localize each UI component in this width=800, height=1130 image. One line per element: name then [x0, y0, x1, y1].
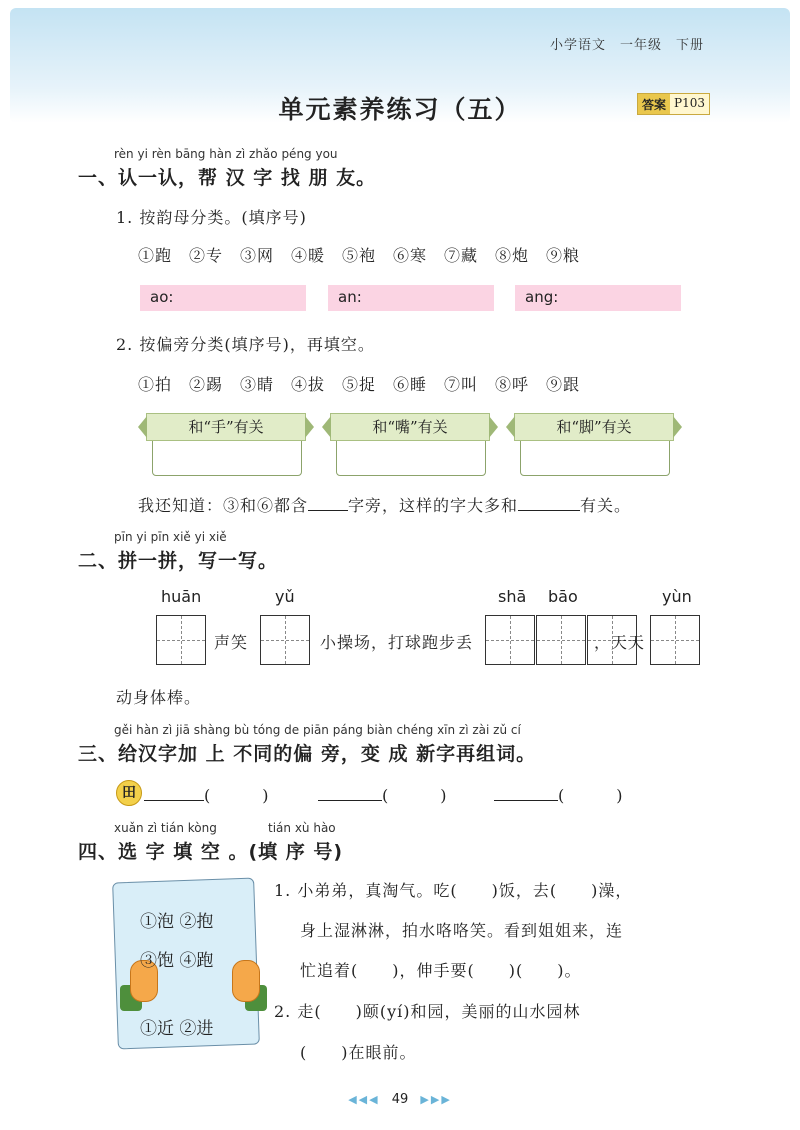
s4-pinyin-1: xuǎn zì tián kòng — [114, 821, 217, 835]
s4-q1-line-b: 身上湿淋淋，拍水咯咯笑。看到姐姐来，连 — [300, 921, 624, 940]
option-row-1: ①泡 ②抱 — [140, 912, 214, 932]
book-label: 小学语文 一年级 下册 — [549, 38, 704, 53]
s2-text-2: 小操场，打球跑步丢 — [320, 633, 474, 652]
s1-q1: 1. 按韵母分类。(填序号) — [116, 208, 307, 227]
writing-grid-yu[interactable] — [260, 615, 310, 665]
know-text-b: 字旁，这样的字大多和 — [348, 496, 519, 515]
rime-an-label: an: — [338, 288, 362, 306]
right-hand-icon — [232, 960, 260, 1002]
s3-paren-1[interactable]: ( ) — [204, 786, 270, 805]
s3-blank-2[interactable] — [318, 784, 382, 801]
s1-q2-chars: ①拍 ②踢 ③睛 ④拔 ⑤捉 ⑥睡 ⑦叫 ⑧呼 ⑨跟 — [138, 375, 581, 394]
s3-blank-group-2 — [318, 783, 448, 806]
s2-text-4: 动身体棒。 — [116, 688, 202, 707]
option-row-2: ③饱 ④跑 — [140, 951, 214, 971]
rime-ang-box[interactable] — [515, 285, 681, 311]
s4-q2-line-b: ( )在眼前。 — [300, 1043, 417, 1062]
know-blank-2[interactable] — [518, 494, 580, 511]
left-arrows-icon: ◀◀◀ — [348, 1093, 380, 1106]
s4-pinyin-2: tián xù hào — [268, 821, 336, 835]
category-foot-label: 和“脚”有关 — [514, 413, 674, 441]
page-number: 49 — [391, 1092, 409, 1107]
answer-label: 答案 — [638, 94, 670, 114]
rime-ao-box[interactable] — [140, 285, 306, 311]
base-char-badge: 田 — [116, 780, 142, 806]
pinyin-yun: yùn — [662, 587, 692, 606]
s4-q2-line-a: 2. 走( )颐(yí)和园，美丽的山水园林 — [274, 1002, 581, 1021]
category-mouth-label: 和“嘴”有关 — [330, 413, 490, 441]
right-arrows-icon: ▶▶▶ — [420, 1093, 452, 1106]
s3-paren-3[interactable]: ( ) — [558, 786, 624, 805]
rime-ang-label: ang: — [525, 288, 559, 306]
know-text-c: 有关。 — [580, 496, 632, 515]
writing-grid-huan[interactable] — [156, 615, 206, 665]
s3-blank-group-3 — [494, 783, 624, 806]
s1-q1-chars: ①跑 ②专 ③网 ④暖 ⑤袍 ⑥寒 ⑦藏 ⑧炮 ⑨粮 — [138, 246, 581, 265]
s2-heading: 二、拼一拼，写一写。 — [78, 550, 279, 572]
s2-pinyin: pīn yi pīn xiě yi xiě — [114, 530, 227, 544]
know-text-a: 我还知道：③和⑥都含 — [138, 496, 309, 515]
writing-grid-sha[interactable] — [485, 615, 535, 665]
s3-heading: 三、给汉字加 上 不同的偏 旁，变 成 新字再组词。 — [78, 743, 537, 765]
category-hand-label: 和“手”有关 — [146, 413, 306, 441]
s3-blank-3[interactable] — [494, 784, 558, 801]
pinyin-bao: bāo — [548, 587, 578, 606]
s4-q1-line-c: 忙追着( )，伸手要( )( )。 — [300, 961, 582, 980]
writing-grid-bao[interactable] — [536, 615, 586, 665]
answer-badge[interactable] — [637, 93, 710, 115]
pinyin-yu: yǔ — [275, 587, 295, 606]
s3-pinyin: gěi hàn zì jiā shàng bù tóng de piān páng biàn chéng xīn zì zài zǔ cí — [114, 723, 521, 737]
s4-q1-line-a: 1. 小弟弟，真淘气。吃( )饭，去( )澡， — [274, 881, 633, 900]
know-blank-1[interactable] — [308, 494, 348, 511]
page-footer — [0, 1092, 800, 1107]
s1-q2: 2. 按偏旁分类(填序号)，再填空。 — [116, 335, 375, 354]
s3-blank-1[interactable] — [144, 784, 204, 801]
rime-ao-label: ao: — [150, 288, 174, 306]
option-row-3: ①近 ②进 — [140, 1019, 214, 1039]
pinyin-huan: huān — [161, 587, 202, 606]
s2-text-1: 声笑 — [214, 633, 249, 652]
page-title: 单元素养练习（五） — [278, 95, 522, 124]
s4-heading: 四、选 字 填 空 。(填 序 号) — [78, 841, 344, 863]
rime-an-box[interactable] — [328, 285, 494, 311]
s1-pinyin: rèn yi rèn bāng hàn zì zhǎo péng you — [114, 147, 338, 161]
s1-heading: 一、认一认，帮 汉 字 找 朋 友。 — [78, 167, 377, 189]
s3-paren-2[interactable]: ( ) — [382, 786, 448, 805]
writing-grid-yun[interactable] — [650, 615, 700, 665]
pinyin-sha: shā — [498, 587, 527, 606]
s2-text-3: ，天天 — [594, 633, 646, 652]
s1-know-line — [138, 493, 631, 516]
answer-page-ref: P103 — [670, 94, 709, 114]
s3-blank-group-1 — [144, 783, 270, 806]
